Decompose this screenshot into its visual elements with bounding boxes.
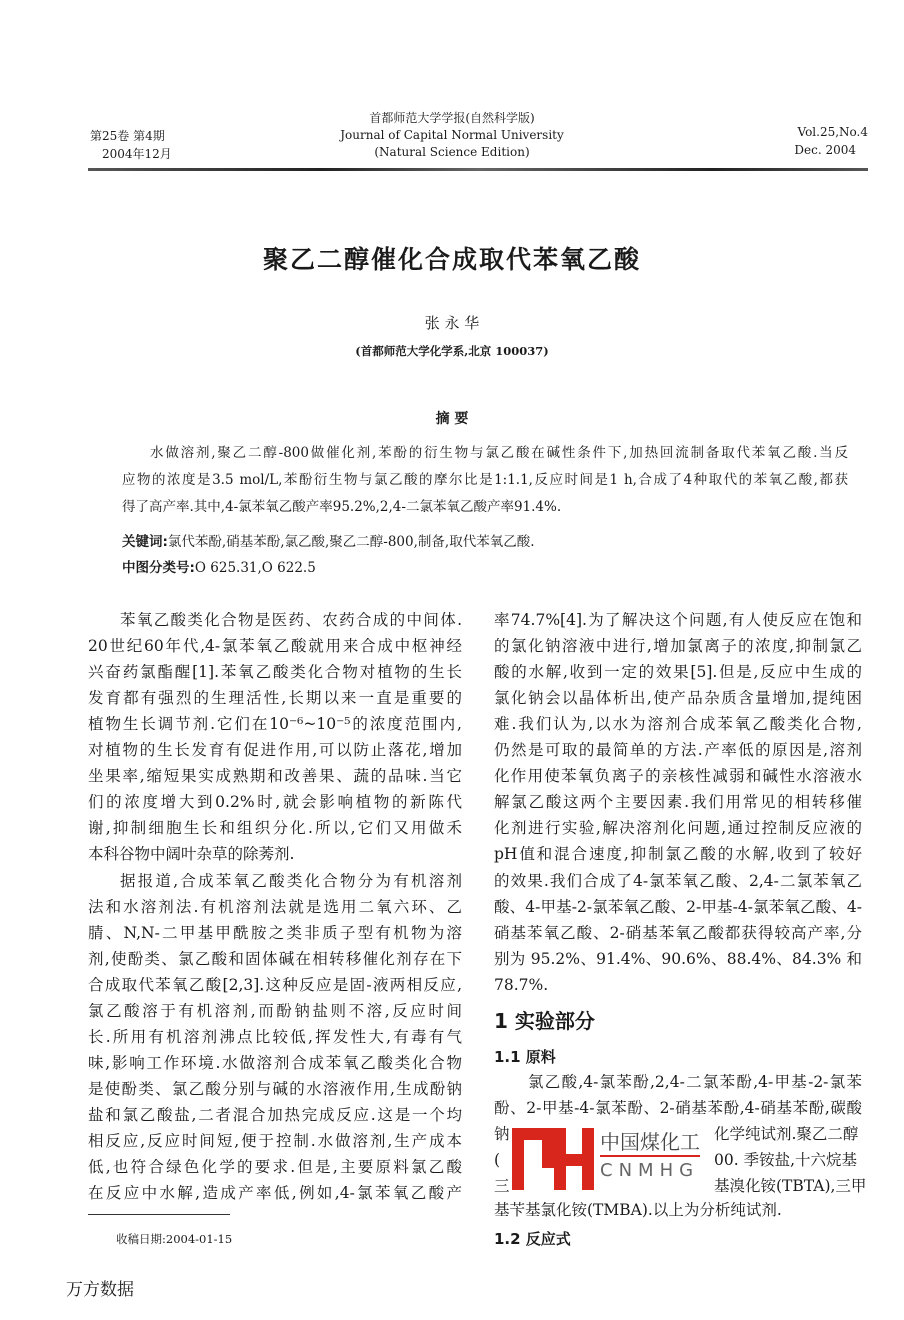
materials-fragment: 三 <box>494 1177 510 1195</box>
materials-line: 基苄基氯化铵(TMBA).以上为分析纯试剂. <box>494 1201 782 1219</box>
section-1-1-heading: 1.1 原料 <box>494 1048 556 1066</box>
section-1-2-heading: 1.2 反应式 <box>494 1230 571 1248</box>
text-line: 腈、N,N-二甲基甲酰胺之类非质子型有机物为溶 <box>88 923 462 942</box>
classification <box>122 556 316 576</box>
text-line: 硝基苯氧乙酸、2-硝基苯氧乙酸都获得较高产率,分 <box>494 923 862 942</box>
materials-fragment: 基溴化铵(TBTA),三甲 <box>714 1177 867 1195</box>
footnote-rule <box>88 1214 230 1215</box>
text-line: 氯化钠会以晶体析出,使产品杂质含量增加,提纯困 <box>494 689 862 708</box>
text-line: 谢,抑制细胞生长和组织分化.所以,它们又用做禾 <box>88 819 462 838</box>
text-line: 得了高产率.其中,4-氯苯氧乙酸产率95.2%,2,4-二氯苯氧乙酸产率91.4%. <box>122 499 562 515</box>
text-line: 氯乙酸溶于有机溶剂,而酚钠盐则不溶,反应时间 <box>88 1001 462 1020</box>
text-line: 苯氧乙酸类化合物是医药、农药合成的中间体. <box>120 611 462 629</box>
author: 张 永 华 <box>424 314 480 332</box>
watermark-cn: 中国煤化工 <box>600 1126 700 1155</box>
text-line: 合成取代苯氧乙酸[2,3].这种反应是固-液两相反应, <box>88 975 462 994</box>
section-1-heading: 1 实验部分 <box>494 1009 595 1033</box>
classification-text: O 625.31,O 622.5 <box>194 560 316 576</box>
materials-fragment: ( <box>494 1151 501 1169</box>
text-line: 应物的浓度是3.5 mol/L,苯酚衍生物与氯乙酸的摩尔比是1:1.1,反应时间是1 h,合成了4种取代的苯氧乙酸,都获 <box>122 472 848 488</box>
text-line: 发育都有强烈的生理活性,长期以来一直是重要的 <box>88 689 462 708</box>
affiliation: (首都师范大学化学系,北京 100037) <box>355 344 549 358</box>
text-line: 味,影响工作环境.水做溶剂合成苯氧乙酸类化合物 <box>88 1053 462 1072</box>
text-line: 难.我们认为,以水为溶剂合成苯氧乙酸类化合物, <box>494 715 862 734</box>
materials-fragment: 钠 <box>494 1125 510 1143</box>
text-line: 长.所用有机溶剂沸点比较低,挥发性大,有毒有气 <box>88 1027 462 1046</box>
text-line: 坐果率,缩短果实成熟期和改善果、蔬的品味.当它 <box>88 767 462 786</box>
text-line: 本科谷物中阔叶杂草的除莠剂. <box>88 845 295 864</box>
keywords-text: 氯代苯酚,硝基苯酚,氯乙酸,聚乙二醇-800,制备,取代苯氧乙酸. <box>167 534 535 550</box>
text-line: 仍然是可取的最简单的方法.产率低的原因是,溶剂 <box>494 741 862 760</box>
watermark-divider <box>600 1155 700 1157</box>
journal-edition-en: (Natural Science Edition) <box>374 145 530 159</box>
text-line: 是使酚类、氯乙酸分别与碱的水溶液作用,生成酚钠 <box>88 1079 462 1098</box>
watermark-yh-icon <box>512 1126 597 1192</box>
text-line: 剂,使酚类、氯乙酸和固体碱在相转移催化剂存在下 <box>88 949 462 968</box>
paper-title: 聚乙二醇催化合成取代苯氧乙酸 <box>262 245 641 274</box>
issue-date-cn: 2004年12月 <box>102 147 172 161</box>
text-line: 解氯乙酸这两个主要因素.我们用常见的相转移催 <box>494 793 862 812</box>
keywords-label: 关键词: <box>122 534 168 550</box>
footer-mark: 万方数据 <box>66 1280 134 1300</box>
text-line: 相反应,反应时间短,便于控制.水做溶剂,生产成本 <box>88 1132 462 1150</box>
text-line: pH值和混合速度,抑制氯乙酸的水解,收到了较好 <box>494 845 862 864</box>
text-line: 化作用使苯氧负离子的亲核性减弱和碱性水溶液水 <box>494 767 862 786</box>
text-line: 水做溶剂,聚乙二醇-800做催化剂,苯酚的衍生物与氯乙酸在碱性条件下,加热回流制备取代苯氧乙酸.当反 <box>150 445 848 461</box>
text-line: 们的浓度增大到0.2%时,就会影响植物的新陈代 <box>88 793 462 812</box>
header-rule <box>88 168 868 171</box>
text-line: 的效果.我们合成了4-氯苯氧乙酸、2,4-二氯苯氧乙 <box>494 871 862 890</box>
journal-title-cn: 首都师范大学学报(自然科学版) <box>369 111 535 125</box>
volume-en: Vol.25,No.4 <box>797 125 868 139</box>
text-line: 酸的水解,收到一定的效果[5].但是,反应中生成的 <box>494 663 862 682</box>
text-line: 在反应中水解,造成产率低,例如,4-氯苯氧乙酸产 <box>88 1184 462 1203</box>
watermark-en: CNMHG <box>600 1160 700 1181</box>
text-line: 率74.7%[4].为了解决这个问题,有人使反应在饱和 <box>494 611 862 629</box>
text-line: 据报道,合成苯氧乙酸类化合物分为有机溶剂 <box>120 871 462 890</box>
abstract-heading: 摘 要 <box>435 411 469 427</box>
watermark-logo <box>512 1126 707 1192</box>
text-line: 化剂进行实验,解决溶剂化问题,通过控制反应液的 <box>494 819 862 838</box>
materials-fragment: 化学纯试剂.聚乙二醇 <box>714 1125 859 1143</box>
received-date: 收稿日期:2004-01-15 <box>116 1232 233 1246</box>
volume-issue: 第25卷 第4期 <box>90 129 165 143</box>
keywords <box>122 530 534 550</box>
issue-date-en: Dec. 2004 <box>794 143 856 157</box>
text-line: 兴奋药氯酯醒[1].苯氧乙酸类化合物对植物的生长 <box>88 663 462 682</box>
text-line: 植物生长调节剂.它们在10⁻⁶~10⁻⁵的浓度范围内, <box>88 715 462 734</box>
text-line: 对植物的生长发育有促进作用,可以防止落花,增加 <box>88 741 462 760</box>
journal-title-en: Journal of Capital Normal University <box>340 128 564 142</box>
classification-label: 中图分类号: <box>122 560 195 576</box>
text-line: 78.7%. <box>494 975 549 994</box>
materials-line: 氯乙酸,4-氯苯酚,2,4-二氯苯酚,4-甲基-2-氯苯 <box>528 1073 862 1091</box>
text-line: 的氯化钠溶液中进行,增加氯离子的浓度,抑制氯乙 <box>494 637 862 656</box>
materials-line: 酚、2-甲基-4-氯苯酚、2-硝基苯酚,4-硝基苯酚,碳酸 <box>494 1099 862 1117</box>
text-line: 低,也符合绿色化学的要求.但是,主要原料氯乙酸 <box>88 1158 462 1177</box>
text-line: 别为 95.2%、91.4%、90.6%、88.4%、84.3% 和 <box>494 949 862 968</box>
text-line: 法和水溶剂法.有机溶剂法就是选用二氧六环、乙 <box>88 897 462 916</box>
text-line: 盐和氯乙酸盐,二者混合加热完成反应.这是一个均 <box>88 1105 462 1124</box>
text-line: 酸、4-甲基-2-氯苯氧乙酸、2-甲基-4-氯苯氧乙酸、4- <box>494 897 862 916</box>
materials-fragment: 00. 季铵盐,十六烷基 <box>714 1151 858 1169</box>
text-line: 20世纪60年代,4-氯苯氧乙酸就用来合成中枢神经 <box>88 637 462 656</box>
